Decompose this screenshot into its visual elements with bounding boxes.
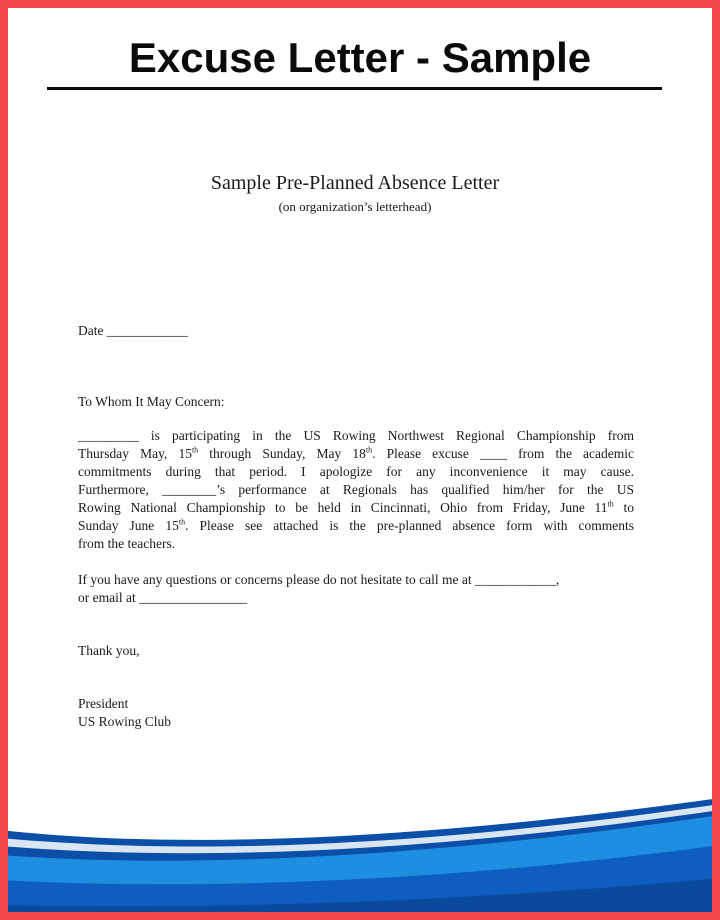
paragraph-line: Rowing National Championship to be held in Cincinnati, Ohio from Friday, June 11th to bbox=[78, 499, 634, 515]
page-title: Excuse Letter - Sample bbox=[128, 34, 592, 81]
paragraph-line: from the teachers. bbox=[78, 536, 176, 551]
paragraph-line: commitments during that period. I apologize for any inconvenience it may cause. bbox=[78, 464, 634, 479]
letter-subtitle: (on organization’s letterhead) bbox=[278, 199, 432, 214]
letter-title: Sample Pre-Planned Absence Letter bbox=[210, 172, 500, 194]
paragraph-line: Furthermore, ________’s performance at Regionals has qualified him/her for the US bbox=[78, 482, 634, 497]
date-line: Date ____________ bbox=[78, 323, 188, 338]
paragraph-line: Thursday May, 15th through Sunday, May 18th. Please excuse ____ from the academic bbox=[78, 445, 635, 461]
body-paragraph-1 bbox=[78, 427, 634, 553]
signature-title: President bbox=[78, 696, 129, 711]
decorative-wave-footer bbox=[0, 760, 720, 920]
salutation: To Whom It May Concern: bbox=[78, 394, 225, 409]
title-underline bbox=[47, 87, 662, 90]
paragraph-line: Sunday June 15th. Please see attached is the pre-planned absence form with comments bbox=[78, 517, 634, 533]
paragraph-line: _________ is participating in the US Rowing Northwest Regional Championship from bbox=[78, 428, 634, 443]
signature-org: US Rowing Club bbox=[78, 714, 172, 729]
paragraph-line: or email at ________________ bbox=[78, 590, 248, 605]
closing: Thank you, bbox=[78, 643, 140, 658]
body-paragraph-2 bbox=[78, 571, 638, 607]
paragraph-line: If you have any questions or concerns please do not hesitate to call me at ____________, bbox=[78, 572, 560, 587]
